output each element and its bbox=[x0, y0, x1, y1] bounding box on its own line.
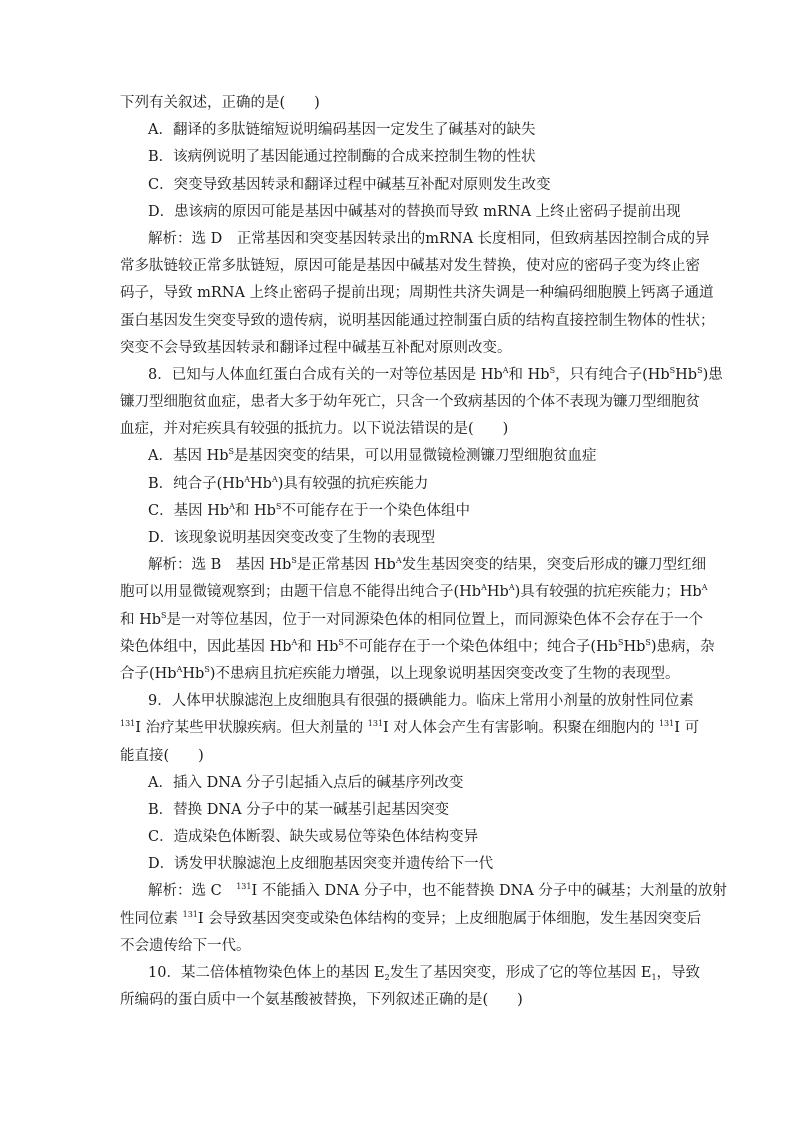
q9-option-c: C．造成染色体断裂、缺失或易位等染色体结构变异 bbox=[148, 829, 479, 846]
q9-analysis-line-1: 解析：选 C $^{131}$I 不能插入 DNA 分子中，也不能替换 DNA 分子中的碱基；大剂量的放射 bbox=[148, 882, 727, 900]
q7-option-a: A．翻译的多肽链缩短说明编码基因一定发生了碱基对的缺失 bbox=[148, 122, 536, 139]
q10-stem-line-2: 所编码的蛋白质中一个氨基酸被替换，下列叙述正确的是( ) bbox=[120, 992, 523, 1009]
q7-analysis-line-1: 解析：选 D 正常基因和突变基因转录出的mRNA 长度相同，但致病基因控制合成的异 bbox=[148, 230, 710, 247]
q7-analysis-line-2: 常多肽链较正常多肽链短，原因可能是基因中碱基对发生替换，使对应的密码子变为终止密 bbox=[120, 258, 700, 275]
q7-analysis-line-4: 蛋白基因发生突变导致的遗传病，说明基因能通过控制蛋白质的结构直接控制生物体的性状； bbox=[120, 312, 715, 329]
q9-stem-line-3: 能直接( ) bbox=[120, 747, 204, 764]
q8-option-a: A．基因 $Hb^S$是基因突变的结果，可以用显微镜检测镰刀型细胞贫血症 bbox=[148, 447, 597, 465]
q7-analysis-line-3: 码子，导致 mRNA 上终止密码子提前出现；周期性共济失调是一种编码细胞膜上钙离子通道 bbox=[120, 285, 714, 302]
q8-analysis-line-5: 合子$(Hb^AHb^S)$不患病且抗疟疾能力增强，以上现象说明基因突变改变了生物的表现型。 bbox=[120, 664, 680, 682]
q9-option-d: D．诱发甲状腺滤泡上皮细胞基因突变并遗传给下一代 bbox=[148, 856, 494, 873]
q9-analysis-line-2: 性同位素 $^{131}$I 会导致基因突变或染色体结构的变异；上皮细胞属于体细胞，发生基因突变后 bbox=[120, 909, 702, 927]
q8-stem-line-1: 8．已知与人体血红蛋白合成有关的一对等位基因是 $Hb^A$和 $Hb^S$，只有纯合子$(Hb^SHb^S)$患 bbox=[148, 365, 723, 383]
q9-option-a: A．插入 DNA 分子引起插入点后的碱基序列改变 bbox=[148, 774, 464, 791]
q7-option-c: C．突变导致基因转录和翻译过程中碱基互补配对原则发生改变 bbox=[148, 176, 551, 193]
q9-stem-line-2: $^{131}$I 治疗某些甲状腺疾病。但大剂量的 $^{131}$I 对人体会产生有害影响。积聚在细胞内的 $^{131}$I 可 bbox=[120, 719, 700, 737]
q8-option-b: B．纯合子$(Hb^AHb^A)$具有较强的抗疟疾能力 bbox=[148, 474, 429, 492]
q7-stem-tail: 下列有关叙述，正确的是( ) bbox=[120, 95, 320, 111]
q8-analysis-line-4: 染色体组中，因此基因 $Hb^A$和 $Hb^S$不可能存在于一个染色体组中；纯合子$(Hb^SHb^S)$患病，杂 bbox=[120, 637, 715, 655]
q10-stem-line-1: 10．某二倍体植物染色体上的基因 $E_2$发生了基因突变，形成了它的等位基因 $E_1$，导致 bbox=[148, 965, 701, 982]
q8-option-c: C．基因 $Hb^A$和 $Hb^S$不可能存在于一个染色体组中 bbox=[148, 501, 470, 519]
q8-option-d: D．该现象说明基因突变改变了生物的表现型 bbox=[148, 530, 436, 546]
q8-stem-line-3: 血症，并对疟疾具有较强的抵抗力。以下说法错误的是( ) bbox=[120, 421, 509, 438]
q9-stem-line-1: 9．人体甲状腺滤泡上皮细胞具有很强的摄碘能力。临床上常用小剂量的放射性同位素 bbox=[148, 693, 694, 710]
document-page bbox=[120, 90, 727, 1014]
q8-stem-line-2: 镰刀型细胞贫血症，患者大多于幼年死亡，只含一个致病基因的个体不表现为镰刀型细胞贫 bbox=[120, 394, 700, 411]
q8-analysis-line-1: 解析：选 B 基因 $Hb^S$是正常基因 $Hb^A$发生基因突变的结果，突变后形成的镰刀型红细 bbox=[148, 556, 707, 574]
q9-option-b: B．替换 DNA 分子中的某一碱基引起基因突变 bbox=[148, 801, 450, 818]
q7-option-d: D．患该病的原因可能是基因中碱基对的替换而导致 mRNA 上终止密码子提前出现 bbox=[148, 203, 681, 220]
q9-analysis-line-3: 不会遗传给下一代。 bbox=[120, 937, 251, 954]
q7-option-b: B．该病例说明了基因能通过控制酶的合成来控制生物的性状 bbox=[148, 149, 536, 166]
q8-analysis-line-3: 和 $Hb^S$是一对等位基因，位于一对同源染色体的相同位置上，而同源染色体不会存在于一个 bbox=[120, 610, 704, 628]
q7-analysis-line-5: 突变不会导致基因转录和翻译过程中碱基互补配对原则改变。 bbox=[120, 339, 512, 356]
q8-analysis-line-2: 胞可以用显微镜观察到；由题干信息不能得出纯合子$(Hb^AHb^A)$具有较强的抗疟疾能力；$Hb^A$ bbox=[120, 583, 708, 601]
